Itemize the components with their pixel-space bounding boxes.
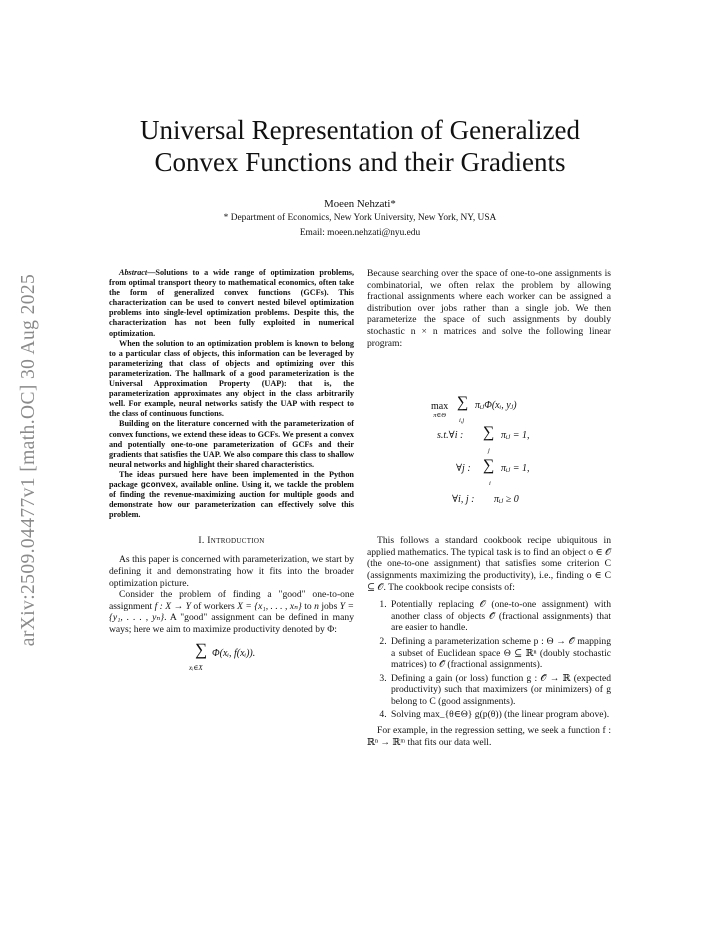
title-line-1: Universal Representation of Generalized bbox=[139, 115, 581, 145]
right-column bbox=[367, 268, 611, 748]
lp-max-operator: max π∈Θ bbox=[431, 401, 449, 420]
author-email: Email: moeen.nehzati@nyu.edu bbox=[299, 228, 421, 238]
abstract-paragraph-2: When the solution to an optimization problem is known to belong to a particular class of objects, this information can be leveraged by parameterizing that class of objects and optimizing over this parameterization. The hallmark of a good parameterization is the Universal Approximation Property (UAP): that is, the parameterization approximates any object in the class arbitrarily well. For example, neural networks satisfy the UAP with respect to the class of continuous functions. bbox=[109, 338, 354, 419]
lp-constraint-1: πᵢⱼ = 1, bbox=[501, 430, 530, 442]
left-column bbox=[109, 268, 354, 680]
paper-title bbox=[60, 114, 660, 178]
lp-objective: πᵢⱼΦ(xᵢ, yⱼ) bbox=[475, 400, 517, 412]
list-item: 1. Potentially replacing 𝒪 (one-to-one assignment) with another class of objects 𝒪̂ (fractional assignments) that are easier to handle. bbox=[389, 599, 611, 634]
section-heading-introduction: I. Introduction bbox=[198, 535, 265, 547]
abstract-label: Abstract bbox=[119, 268, 148, 277]
lp-constraint-3: πᵢⱼ ≥ 0 bbox=[494, 494, 519, 506]
package-name: gconvex bbox=[140, 479, 176, 490]
abstract bbox=[109, 268, 354, 520]
right-paragraph-2: This follows a standard cookbook recipe ubiquitous in applied mathematics. The typical task is to find an object o ∈ 𝒪 (the one-to-one assignment) that satisfies some criterion C (assignments maximizing the productivity), i.e., finding o ∈ C ⊆ 𝒪. The cookbook recipe consists of: bbox=[367, 535, 611, 593]
lp-constraint-2: πᵢⱼ = 1, bbox=[501, 463, 530, 475]
lp-constraint-3-label: ∀i, j : bbox=[452, 494, 475, 506]
cookbook-recipe-list bbox=[367, 599, 611, 721]
list-item: 3. Defining a gain (or loss) function g : 𝒪̂ → ℝ (expected productivity) such that maximizers (or minimizers) of g belong to C (good assignments). bbox=[389, 673, 611, 708]
abstract-paragraph-1: Abstract—Solutions to a wide range of optimization problems, from optimal transport theory to mathematical economics, often take the form of generalized convex functions (GCFs). This characterization can be used to convert nested bilevel optimization problems into single-level optimization problems. Despite this, the characterization has not been fully exploited in numerical optimization. bbox=[109, 268, 354, 338]
author-affiliation: * Department of Economics, New York University, New York, NY, USA bbox=[223, 213, 497, 223]
author-name: Moeen Nehzati* bbox=[324, 198, 396, 210]
lp-sum-symbol: ∑ bbox=[457, 394, 469, 412]
abstract-paragraph-3: Building on the literature concerned with the parameterization of convex functions, we extend these ideas to GCFs. We present a convex and potentially one-to-one parameterization of GCFs and their gradients that satisfies the UAP. We also compare this class to shallow neural networks and highlight their shared characteristics. bbox=[109, 419, 354, 469]
introduction-text bbox=[109, 554, 354, 635]
list-item: 4. Solving max_{θ∈Θ} g(p(θ)) (the linear program above). bbox=[389, 709, 611, 721]
right-paragraph-3: For example, in the regression setting, we seek a function f : ℝⁿ → ℝᵐ that fits our data well. bbox=[367, 725, 611, 748]
title-line-2: Convex Functions and their Gradients bbox=[154, 147, 566, 177]
lp-constraint-2-label: ∀j : bbox=[456, 463, 471, 475]
arxiv-identifier bbox=[6, 240, 52, 680]
list-item: 2. Defining a parameterization scheme p : Θ → 𝒪̂ mapping a subset of Euclidean space Θ ⊆ ℝⁿ (doubly stochastic matrices) to 𝒪̂ (fractional assignments). bbox=[389, 636, 611, 671]
sum-subscript: xᵢ∈X bbox=[189, 663, 203, 672]
linear-program: max π∈Θ ∑ i,j πᵢⱼΦ(xᵢ, yⱼ) s.t.∀i : ∑ j πᵢⱼ = 1, ∀j : ∑ i πᵢⱼ = 1, ∀i, j : πᵢⱼ ≥ 0 bbox=[431, 394, 530, 506]
intro-paragraph-2: Consider the problem of finding a "good" one-to-one assignment f : X → Y of workers X = {x₁, . . . , xₙ} to n jobs Y = {y₁, . . . , yₙ}. A "good" assignment can be defined in many ways; here we aim to maximize productivity denoted by Φ: bbox=[109, 589, 354, 635]
arxiv-id-text: arXiv:2509.04477v1 [math.OC] 30 Aug 2025 bbox=[18, 273, 40, 647]
sum-symbol: ∑ bbox=[195, 639, 208, 659]
abstract-paragraph-4: The ideas pursued here have been implemented in the Python package gconvex, available online. Using it, we tackle the problem of finding the revenue-maximizing auction for multiple goods and demonstrate how our parameterization can effectively solve this problem. bbox=[109, 469, 354, 520]
productivity-equation bbox=[109, 639, 354, 680]
intro-paragraph-1: As this paper is concerned with parameterization, we start by defining it and demonstrating how it fits into the broader optimization picture. bbox=[109, 554, 354, 589]
equation-expression: Φ(xᵢ, f(xᵢ)). bbox=[212, 647, 256, 659]
lp-constraint-1-label: s.t.∀i : bbox=[437, 430, 464, 442]
right-paragraph-1: Because searching over the space of one-to-one assignments is combinatorial, we often relax the problem by allowing fractional assignments where each worker can be assigned a distribution over jobs rather than a single job. We then parameterize the space of such assignments by doubly stochastic n × n matrices and solve the following linear program: bbox=[367, 268, 611, 349]
